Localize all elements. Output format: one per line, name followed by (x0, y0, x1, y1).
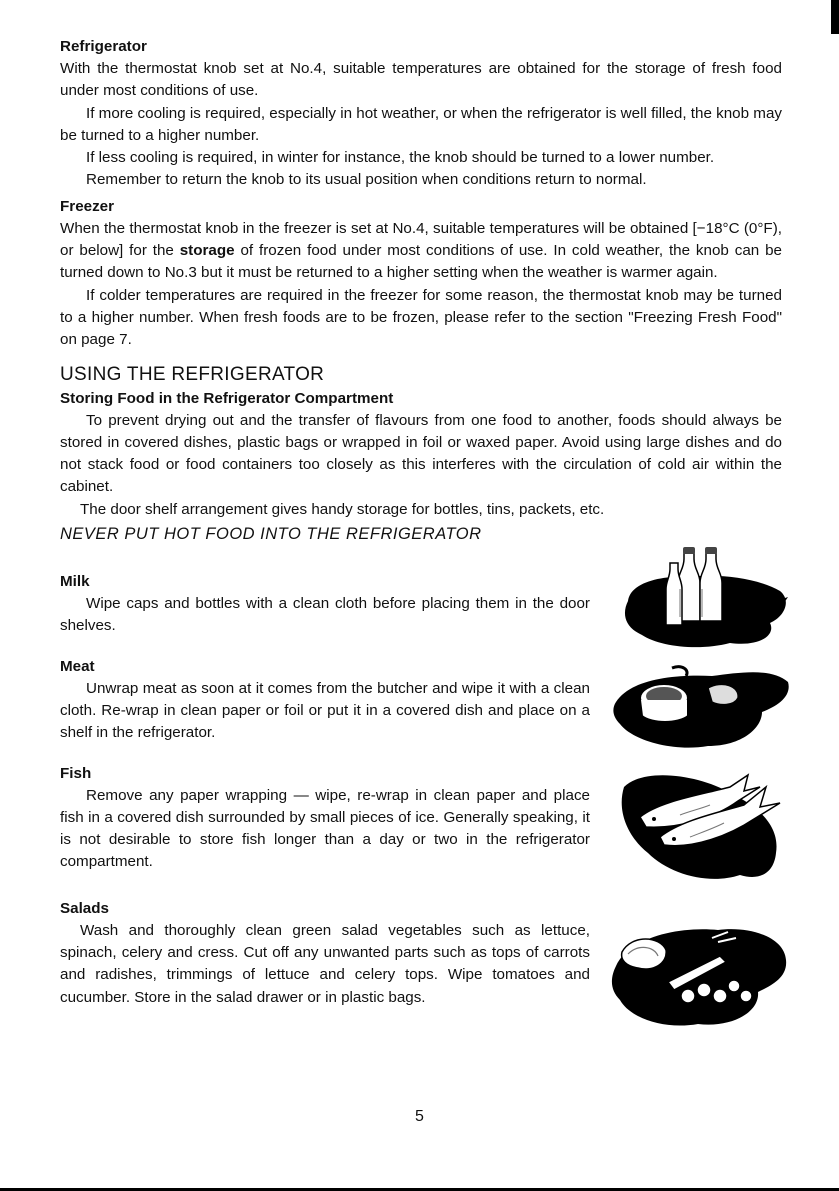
meat-text: Unwrap meat as soon at it comes from the butcher and wipe it with a clean cloth. Re-wrap in clean paper or foil or put it in a covered dish and place on a shelf in the refrigerator. (60, 679, 590, 742)
milk-text: Wipe caps and bottles with a clean cloth before placing them in the door shelves. (60, 595, 590, 635)
milk-bottles-illustration (620, 543, 790, 653)
storing-food-heading: Storing Food in the Refrigerator Compartment (60, 389, 394, 407)
meat-section (60, 656, 782, 745)
storage-emphasis: storage (179, 242, 235, 260)
refrigerator-heading: Refrigerator (60, 38, 147, 55)
fish-heading: Fish (60, 764, 92, 782)
salads-heading: Salads (60, 899, 109, 917)
fish-section (60, 763, 782, 874)
refrigerator-paragraph-1: With the thermostat knob set at No.4, suitable temperatures are obtained for the storage of fresh food under most conditions of use. (60, 60, 782, 100)
salads-text: Wash and thoroughly clean green salad vegetables such as lettuce, spinach, celery and cress. Cut off any unwanted parts such as tops of carrots and radishes, trimmings of lettuce and celery tops. Wipe tomatoes and cucumber. Store in the salad drawer or in plastic bags. (60, 921, 590, 1006)
milk-section (60, 571, 782, 638)
salad-vegetables-illustration (608, 916, 788, 1032)
salads-section (60, 898, 782, 1009)
meat-illustration (612, 662, 792, 754)
section-title: USING THE REFRIGERATOR (60, 363, 325, 385)
freezer-heading: Freezer (60, 197, 115, 215)
freezer-section (60, 196, 782, 352)
fish-text: Remove any paper wrapping — wipe, re-wrap in clean paper and place fish in a covered dish surrounded by small pieces of ice. Generally speaking, it is not desirable to store fish longer than a day or two in the refrigerator compartment. (60, 786, 590, 871)
using-paragraph-2: The door shelf arrangement gives handy storage for bottles, tins, packets, etc. (80, 500, 605, 518)
refrigerator-paragraph-2: If more cooling is required, especially in hot weather, or when the refrigerator is well filled, the knob may be turned to a higher number. (60, 104, 782, 144)
hot-food-warning: NEVER PUT HOT FOOD INTO THE REFRIGERATOR (60, 525, 482, 544)
freezer-paragraph-1 (60, 218, 782, 285)
refrigerator-paragraph-4: Remember to return the knob to its usual position when conditions return to normal. (86, 171, 647, 189)
fish-illustration (620, 757, 788, 887)
refrigerator-paragraph-3: If less cooling is required, in winter for instance, the knob should be turned to a lower number. (86, 149, 715, 167)
manual-page (60, 36, 782, 1009)
freezer-paragraph-2: If colder temperatures are required in the freezer for some reason, the thermostat knob may be turned to a higher number. When fresh foods are to be frozen, please refer to the section "Freezing Fresh Food" on page 7. (60, 286, 782, 349)
freezer-paragraph-1-end: of frozen food under most conditions of use. In cold weather, the knob can be turned down to No.3 but it must be returned to a higher setting when the weather is warmer again. (60, 242, 782, 282)
meat-heading: Meat (60, 657, 95, 675)
edge-mark (831, 0, 839, 34)
milk-heading: Milk (60, 573, 90, 591)
using-paragraph-1: To prevent drying out and the transfer of flavours from one food to another, foods should always be stored in covered dishes, plastic bags or wrapped in foil or waxed paper. Avoid using large dishes and do not stack food or food containers too closely as this interferes with the circulation of cold air within the cabinet. (60, 411, 782, 496)
freezer-paragraph-1-start: When the thermostat knob in the freezer is set at No.4, suitable temperatures will be obtained [−18°C (0°F), or below] for the (60, 219, 782, 260)
refrigerator-section (60, 36, 782, 192)
using-section (60, 362, 782, 545)
page-number: 5 (415, 1108, 424, 1125)
